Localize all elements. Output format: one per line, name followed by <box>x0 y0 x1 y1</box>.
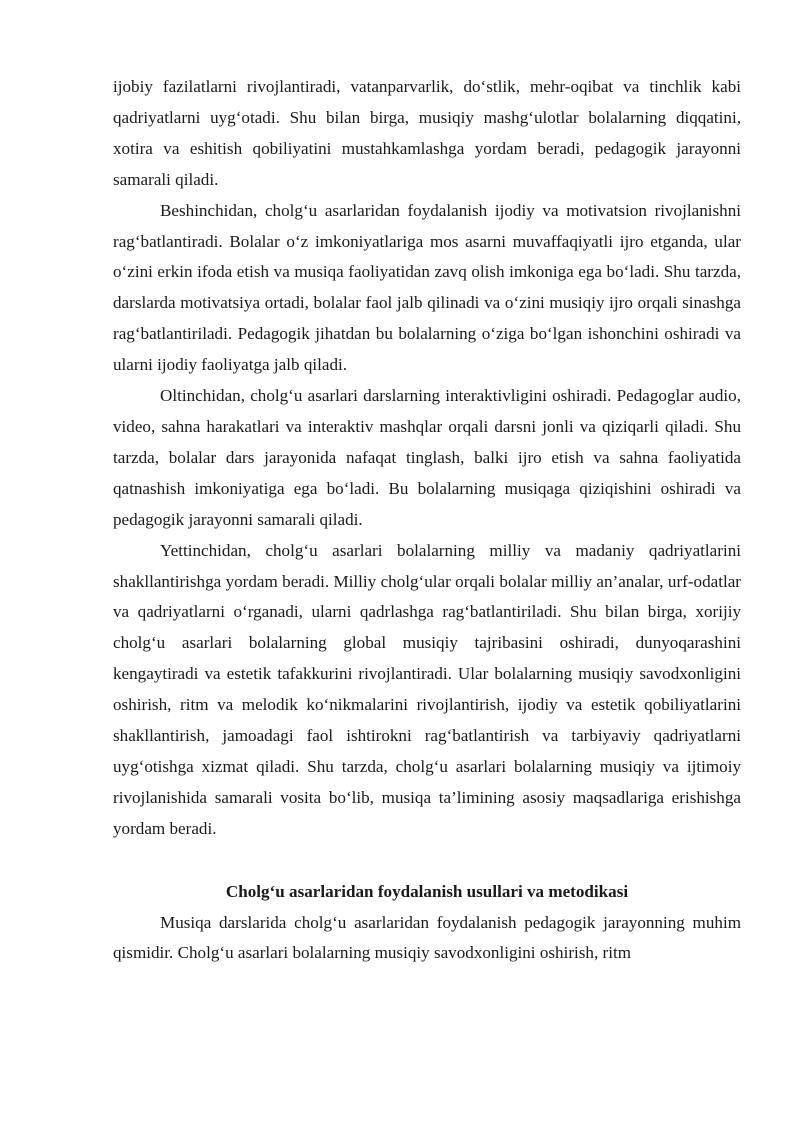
document-body <box>113 72 741 969</box>
section-heading: Cholg‘u asarlaridan foydalanish usullari va metodikasi <box>225 881 629 901</box>
paragraph-seventh: Yettinchidan, cholg‘u asarlari bolalarning milliy va madaniy qadriyatlarini shakllantirishga yordam beradi. Milliy cholg‘ular orqali bolalar milliy an’analar, urf-odatlar va qadriyatlarni o‘rganadi, ularni qadrlashga rag‘batlantiriladi. Shu bilan birga, xorijiy cholg‘u asarlari bolalarning global musiqiy tajribasini oshiradi, dunyoqarashini kengaytiradi va estetik tafakkurini rivojlantiradi. Ular bolalarning musiqiy savodxonligini oshirish, ritm va melodik ko‘nikmalarini rivojlantirish, ijodiy va estetik qobiliyatlarini shakllantirish, jamoadagi faol ishtirokni rag‘batlantirish va tarbiyaviy qadriyatlarni uyg‘otishga xizmat qiladi. Shu tarzda, cholg‘u asarlari bolalarning musiqiy va ijtimoiy rivojlanishida samarali vosita bo‘lib, musiqa ta’limining asosiy maqsadlariga erishishga yordam beradi. <box>113 540 741 838</box>
paragraph-fifth: Beshinchidan, cholg‘u asarlaridan foydalanish ijodiy va motivatsion rivojlanishni rag‘batlantiradi. Bolalar o‘z imkoniyatlariga mos asarni muvaffaqiyatli ijro etganda, ular o‘zini erkin ifoda etish va musiqa faoliyatidan zavq olish imkoniga ega bo‘ladi. Shu tarzda, darslarda motivatsiya ortadi, bolalar faol jalb qilinadi va o‘zini musiqiy ijro orqali sinashga rag‘batlantiriladi. Pedagogik jihatdan bu bolalarning o‘ziga bo‘lgan ishonchini oshiradi va ularni ijodiy faoliyatga jalb qiladi. <box>113 200 741 375</box>
paragraph-continuation: ijobiy fazilatlarni rivojlantiradi, vatanparvarlik, do‘stlik, mehr-oqibat va tinchlik kabi qadriyatlarni uyg‘otadi. Shu bilan birga, musiqiy mashg‘ulotlar bolalarning diqqatini, xotira va eshitish qobiliyatini mustahkamlashga yordam beradi, pedagogik jarayonni samarali qiladi. <box>113 77 741 189</box>
paragraph-methods-intro: Musiqa darslarida cholg‘u asarlaridan foydalanish pedagogik jarayonning muhim qismidir. Cholg‘u asarlari bolalarning musiqiy savodxonligini oshirish, ritm <box>113 912 741 963</box>
paragraph-sixth: Oltinchidan, cholg‘u asarlari darslarning interaktivligini oshiradi. Pedagoglar audio, video, sahna harakatlari va interaktiv mashqlar orqali darsni jonli va qiziqarli qiladi. Shu tarzda, bolalar dars jarayonida nafaqat tinglash, balki ijro etish va sahna faoliyatida qatnashish imkoniyatiga ega bo‘ladi. Bu bolalarning musiqaga qiziqishini oshiradi va pedagogik jarayonni samarali qiladi. <box>113 386 741 529</box>
